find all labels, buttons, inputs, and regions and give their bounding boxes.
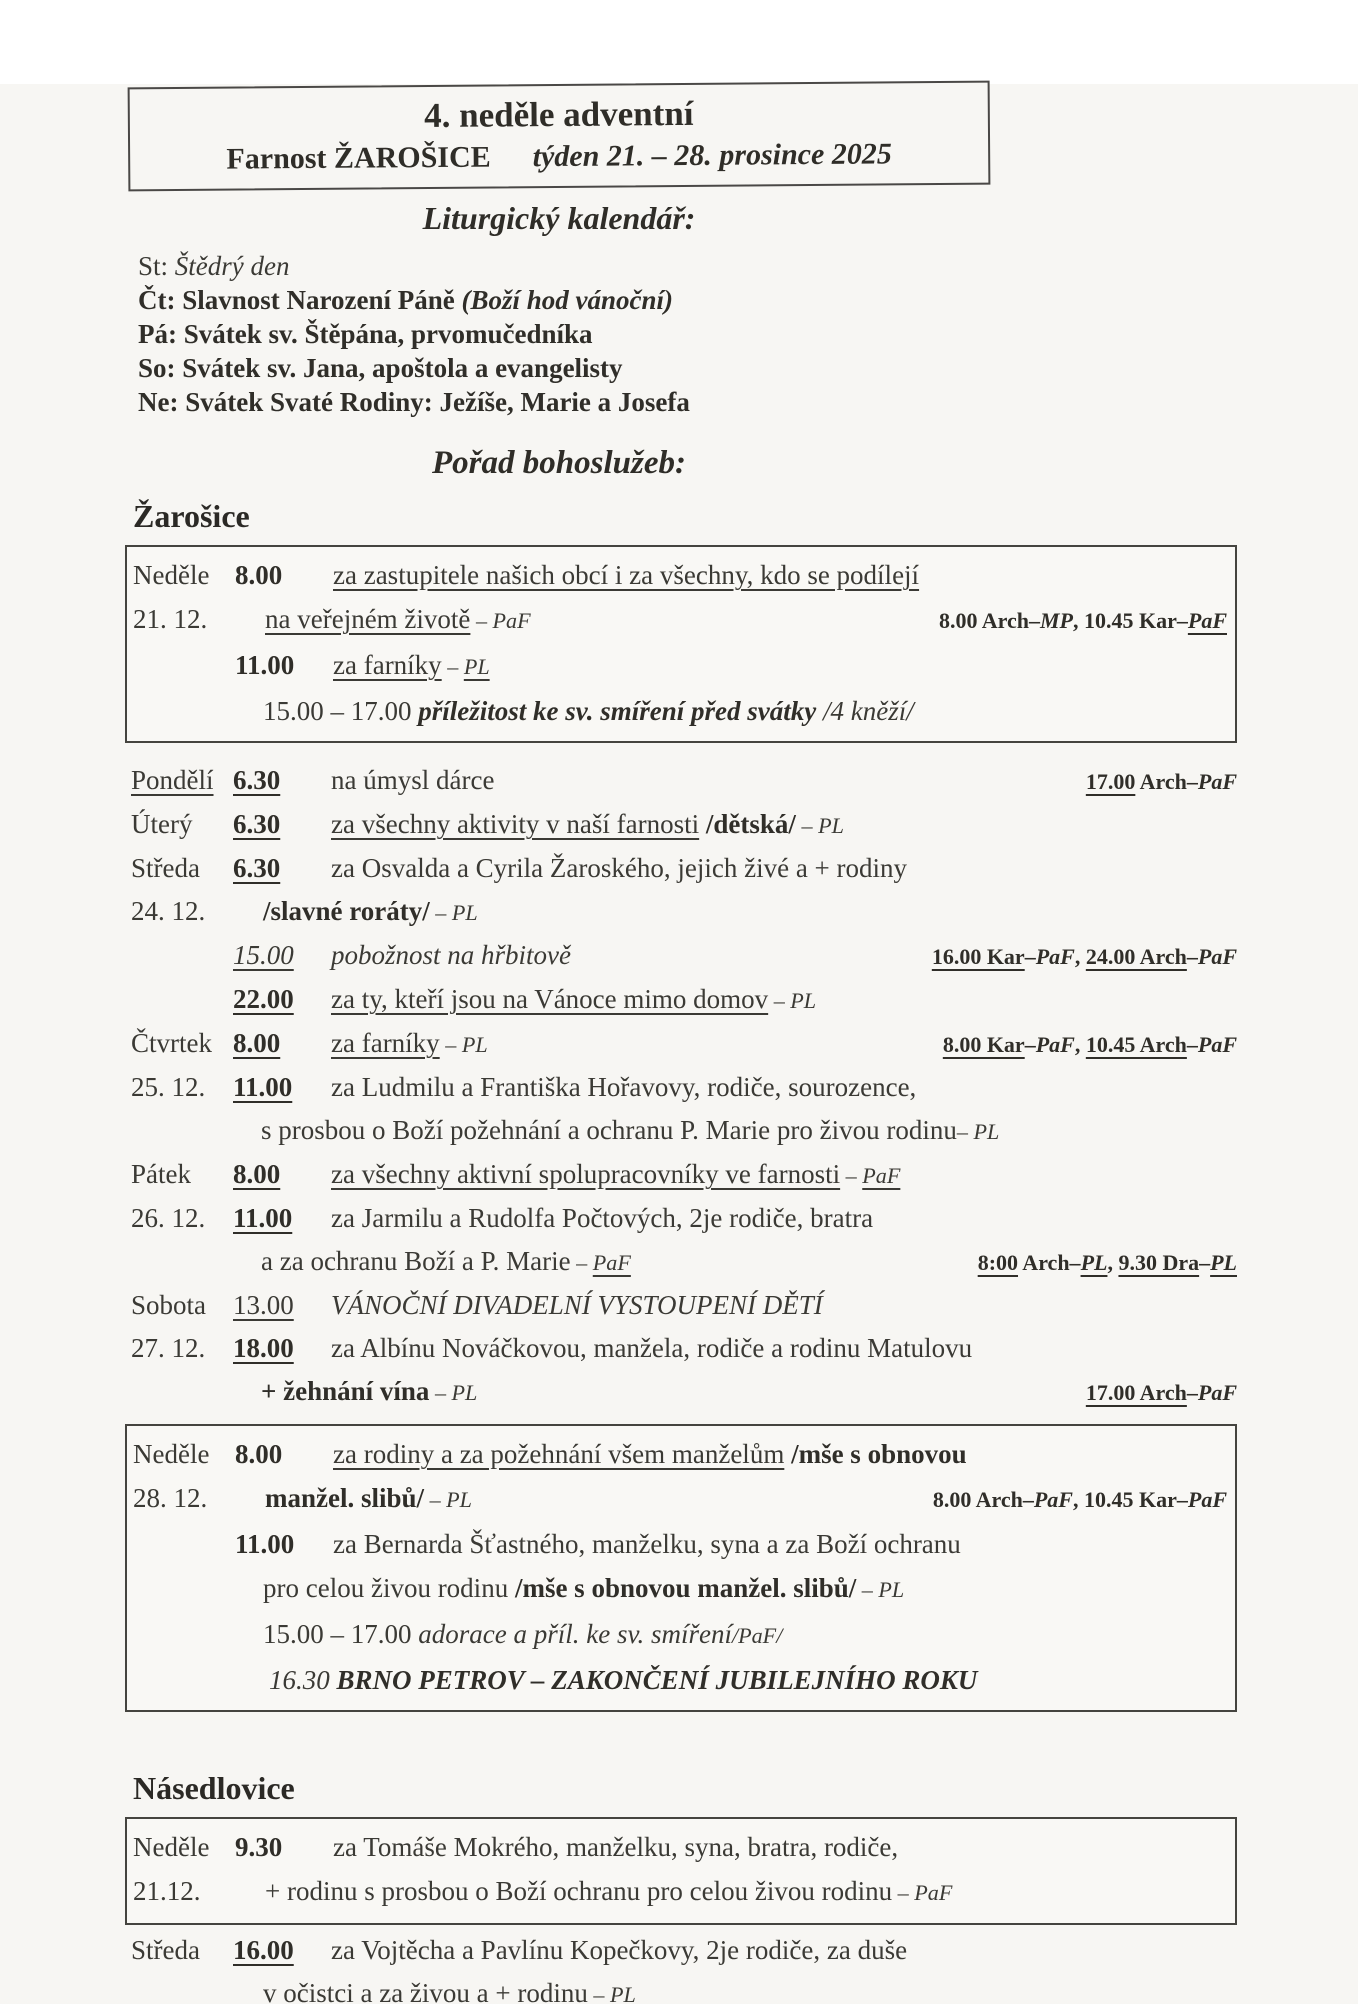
intention-cell: za rodiny a za požehnání všem manželům /mše s obnovou bbox=[333, 1439, 967, 1469]
time-cell: 11.00 bbox=[233, 1203, 293, 1233]
schedule-row bbox=[131, 1972, 1237, 2016]
intention-cell: za zastupitele našich obcí i za všechny, kdo se podílejí bbox=[333, 560, 920, 590]
day-cell: Pondělí bbox=[131, 765, 214, 795]
intention-cell: s prosbou o Boží požehnání a ochranu P. Marie pro živou rodinu– PL bbox=[261, 1115, 1000, 1145]
schedule-row bbox=[131, 1153, 1237, 1197]
schedule-row bbox=[133, 689, 1227, 733]
intention-cell: /slavné roráty/ – PL bbox=[263, 896, 478, 926]
schedule-row bbox=[131, 803, 1237, 847]
schedule-row bbox=[131, 1197, 1237, 1240]
date-cell: 21. 12. bbox=[133, 604, 208, 634]
schedule-row bbox=[133, 1825, 1227, 1869]
section-heading-zarosice: Žarošice bbox=[133, 498, 250, 534]
calendar-item: So: Svátek sv. Jana, apoštola a evangelisty bbox=[138, 353, 623, 383]
date-cell: 27. 12. bbox=[131, 1333, 206, 1363]
other-churches-times: 17.00 Arch–PaF bbox=[1085, 769, 1237, 794]
intention-cell: za farníky – PL bbox=[333, 650, 490, 680]
intention-cell: za Osvalda a Cyrila Žaroského, jejich živé a + rodiny bbox=[331, 853, 908, 883]
intention-cell: a za ochranu Boží a P. Marie – PaF bbox=[261, 1246, 631, 1276]
time-cell: 11.00 bbox=[233, 1072, 293, 1102]
day-cell: Pátek bbox=[131, 1159, 191, 1189]
services-title: Pořad bohoslužeb: bbox=[432, 445, 686, 481]
schedule-row bbox=[133, 1869, 1227, 1915]
schedule-row bbox=[133, 597, 1227, 643]
weekday-schedule bbox=[131, 759, 1237, 1414]
schedule-row bbox=[131, 847, 1237, 890]
schedule-row bbox=[133, 1612, 1227, 1658]
intention-cell: + žehnání vína – PL bbox=[261, 1376, 478, 1406]
week-range: týden 21. – 28. prosince 2025 bbox=[532, 137, 892, 174]
intention-cell: v očistci a za živou a + rodinu – PL bbox=[263, 1978, 636, 2008]
time-cell: 8.00 bbox=[233, 1028, 281, 1058]
liturgical-calendar-list bbox=[138, 249, 1358, 419]
time-cell: 18.00 bbox=[233, 1333, 294, 1363]
day-cell: Středa bbox=[131, 853, 200, 883]
other-churches-times: 17.00 Arch–PaF bbox=[1085, 1380, 1237, 1405]
day-cell: Úterý bbox=[131, 809, 193, 839]
nasedlovice-weekday-schedule bbox=[131, 1929, 1237, 2016]
intention-cell: manžel. slibů/ – PL bbox=[265, 1483, 472, 1513]
schedule-row bbox=[131, 1327, 1237, 1370]
schedule-row bbox=[131, 978, 1237, 1022]
intention-cell: za Jarmilu a Rudolfa Počtových, 2je rodiče, bratra bbox=[331, 1203, 874, 1233]
date-cell: 26. 12. bbox=[131, 1203, 206, 1233]
time-cell: 8.00 bbox=[235, 1439, 283, 1469]
day-cell: Neděle bbox=[133, 1832, 210, 1862]
time-cell: 6.30 bbox=[233, 809, 281, 839]
day-cell bbox=[133, 719, 235, 720]
schedule-box-sunday-21 bbox=[125, 545, 1237, 743]
intention-cell: za Tomáše Mokrého, manželku, syna, bratra, rodiče, bbox=[333, 1832, 899, 1862]
intention-cell: za Albínu Nováčkovou, manžela, rodiče a rodinu Matulovu bbox=[331, 1333, 973, 1363]
intention-cell: na úmysl dárce bbox=[331, 765, 495, 795]
intention-cell: na veřejném životě – PaF bbox=[265, 604, 531, 634]
day-cell: Sobota bbox=[131, 1290, 207, 1320]
schedule-box-sunday-28 bbox=[125, 1424, 1237, 1712]
other-churches-times: 16.00 Kar–PaF, 24.00 Arch–PaF bbox=[931, 944, 1237, 969]
time-cell: 11.00 bbox=[235, 650, 295, 680]
date-cell: 21.12. bbox=[133, 1876, 201, 1906]
time-cell: 6.30 bbox=[233, 765, 281, 795]
schedule-row bbox=[131, 759, 1237, 803]
section-heading-nasedlovice: Násedlovice bbox=[133, 1770, 295, 1806]
date-cell: 24. 12. bbox=[131, 896, 206, 926]
time-cell: 16.00 bbox=[233, 1935, 294, 1965]
intention-cell: za Bernarda Šťastného, manželku, syna a za Boží ochranu bbox=[333, 1529, 961, 1559]
time-cell: 9.30 bbox=[235, 1832, 283, 1862]
schedule-row bbox=[131, 1240, 1237, 1284]
day-cell: Neděle bbox=[133, 560, 210, 590]
schedule-row bbox=[131, 934, 1237, 978]
intention-cell: za všechny aktivity v naší farnosti /dětská/ – PL bbox=[331, 809, 844, 839]
liturgical-calendar-title: Liturgický kalendář: bbox=[422, 200, 696, 236]
other-churches-times: 8.00 Kar–PaF, 10.45 Arch–PaF bbox=[942, 1032, 1237, 1057]
other-churches-times: 8:00 Arch–PL, 9.30 Dra–PL bbox=[977, 1250, 1237, 1275]
calendar-item: Ne: Svátek Svaté Rodiny: Ježíše, Marie a Josefa bbox=[138, 387, 690, 417]
schedule-row bbox=[133, 643, 1227, 689]
day-cell bbox=[133, 1552, 235, 1553]
day-cell: Neděle bbox=[133, 1439, 210, 1469]
header-subtitle bbox=[130, 135, 988, 180]
schedule-row bbox=[133, 1658, 1227, 1702]
schedule-row bbox=[133, 1522, 1227, 1566]
schedule-row bbox=[131, 1929, 1237, 1972]
schedule-row bbox=[133, 1476, 1227, 1522]
calendar-item: Čt: Slavnost Narození Páně (Boží hod vánoční) bbox=[138, 285, 674, 315]
day-cell bbox=[131, 963, 233, 964]
intention-cell: za všechny aktivní spolupracovníky ve farnosti – PaF bbox=[331, 1159, 901, 1189]
other-churches-times: 8.00 Arch–MP, 10.45 Kar–PaF bbox=[938, 608, 1227, 633]
intention-cell: 15.00 – 17.00 adorace a příl. ke sv. smíření/PaF/ bbox=[263, 1619, 783, 1649]
scanned-parish-bulletin bbox=[0, 84, 1358, 2008]
intention-cell: 15.00 – 17.00 příležitost ke sv. smíření před svátky /4 kněží/ bbox=[263, 696, 914, 726]
day-cell bbox=[131, 1007, 233, 1008]
parish-name: Farnost ŽAROŠICE bbox=[226, 140, 491, 176]
page-title: 4. neděle adventní bbox=[424, 93, 694, 136]
intention-cell: + rodinu s prosbou o Boží ochranu pro celou živou rodinu – PaF bbox=[265, 1876, 953, 1906]
schedule-row bbox=[133, 553, 1227, 597]
calendar-item: St: Štědrý den bbox=[138, 251, 290, 281]
schedule-row bbox=[133, 1566, 1227, 1612]
intention-cell: pro celou živou rodinu /mše s obnovou manžel. slibů/ – PL bbox=[263, 1573, 905, 1603]
schedule-row bbox=[131, 1370, 1237, 1414]
schedule-row bbox=[133, 1432, 1227, 1476]
schedule-box-nasedlovice bbox=[125, 1817, 1237, 1925]
schedule-row bbox=[131, 890, 1237, 934]
time-cell: 22.00 bbox=[233, 984, 294, 1014]
header-box bbox=[128, 81, 991, 192]
other-churches-times: 8.00 Arch–PaF, 10.45 Kar–PaF bbox=[932, 1487, 1227, 1512]
intention-cell: 16.30 BRNO PETROV – ZAKONČENÍ JUBILEJNÍHO ROKU bbox=[269, 1665, 978, 1695]
date-cell: 28. 12. bbox=[133, 1483, 208, 1513]
intention-cell: za Ludmilu a Františka Hořavovy, rodiče, sourozence, bbox=[331, 1072, 917, 1102]
calendar-item: Pá: Svátek sv. Štěpána, prvomučedníka bbox=[138, 319, 593, 349]
schedule-row bbox=[131, 1284, 1237, 1327]
intention-cell: za Vojtěcha a Pavlínu Kopečkovy, 2je rodiče, za duše bbox=[331, 1935, 908, 1965]
intention-cell: pobožnost na hřbitově bbox=[331, 940, 571, 970]
schedule-row bbox=[131, 1066, 1237, 1109]
time-cell: 15.00 bbox=[233, 940, 294, 970]
intention-cell: VÁNOČNÍ DIVADELNÍ VYSTOUPENÍ DĚTÍ bbox=[331, 1290, 823, 1320]
intention-cell: za ty, kteří jsou na Vánoce mimo domov – PL bbox=[331, 984, 817, 1014]
time-cell: 11.00 bbox=[235, 1529, 295, 1559]
schedule-row bbox=[131, 1109, 1237, 1153]
day-cell: Čtvrtek bbox=[131, 1028, 212, 1058]
time-cell: 8.00 bbox=[233, 1159, 281, 1189]
intention-cell: za farníky – PL bbox=[331, 1028, 488, 1058]
date-cell: 25. 12. bbox=[131, 1072, 206, 1102]
time-cell: 13.00 bbox=[233, 1290, 294, 1320]
schedule-row bbox=[131, 1022, 1237, 1066]
time-cell: 8.00 bbox=[235, 560, 283, 590]
time-cell: 6.30 bbox=[233, 853, 281, 883]
day-cell: Středa bbox=[131, 1935, 200, 1965]
day-cell bbox=[133, 673, 235, 674]
